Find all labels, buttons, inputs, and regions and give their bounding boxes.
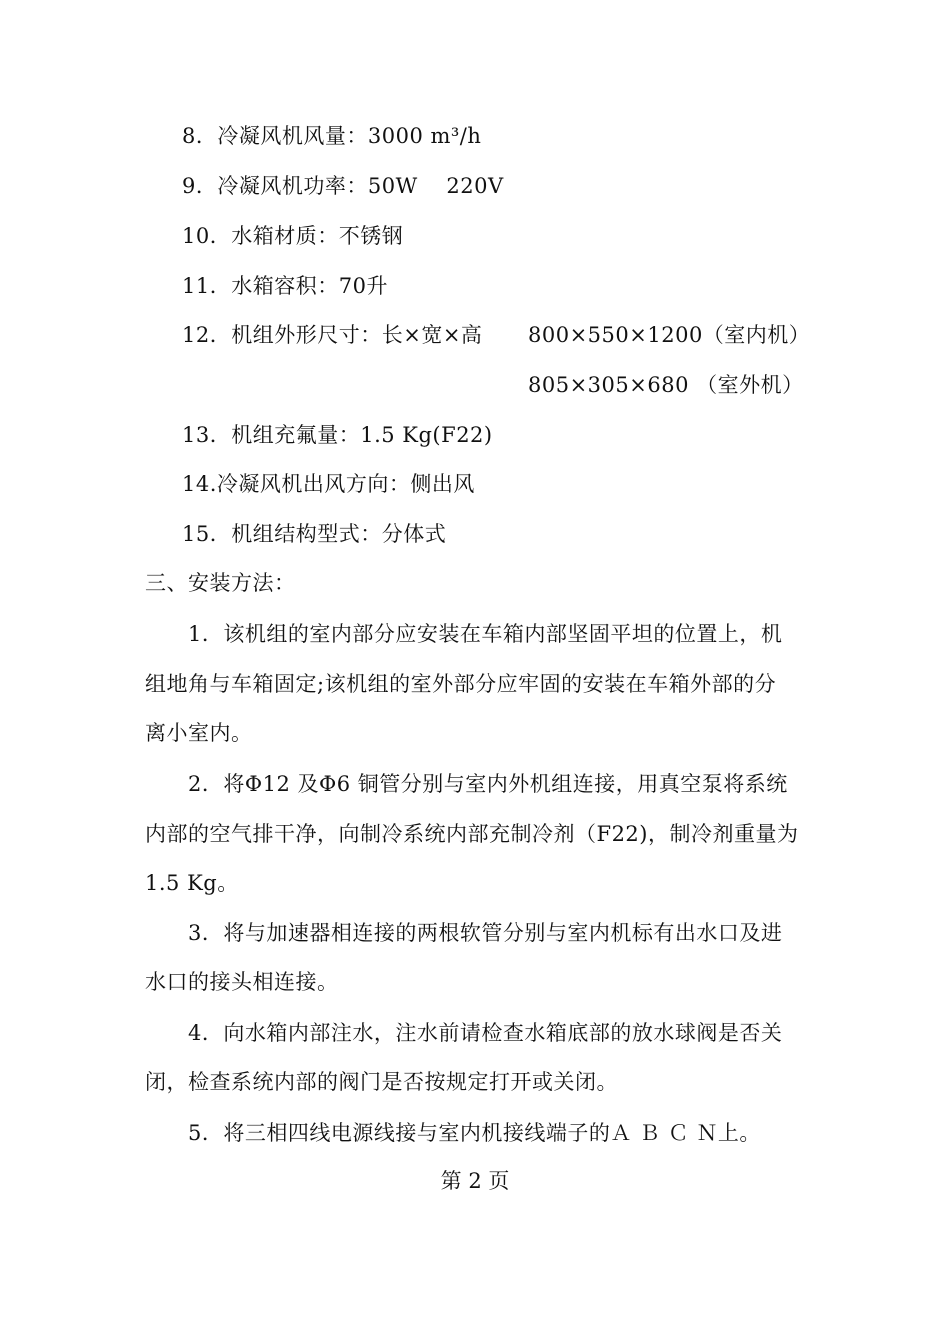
spec-item-8: 8．冷凝风机风量：3000 m³/h [182, 124, 482, 148]
spec-item-13: 13．机组充氟量：1.5 Kg(F22) [182, 423, 493, 447]
paragraph-5-line-1: 5．将三相四线电源线接与室内机接线端子的Ａ Ｂ Ｃ Ｎ上。 [188, 1121, 761, 1145]
paragraph-1-line-2: 组地角与车箱固定;该机组的室外部分应牢固的安装在车箱外部的分 [145, 672, 777, 696]
spec-item-11: 11．水箱容积：70升 [182, 274, 388, 298]
paragraph-3-line-1: 3．将与加速器相连接的两根软管分别与室内机标有出水口及进 [188, 921, 783, 945]
spec-item-14: 14.冷凝风机出风方向：侧出风 [182, 472, 475, 496]
spec-item-9: 9．冷凝风机功率：50W 220V [182, 174, 504, 198]
paragraph-2-line-3: 1.5 Kg。 [145, 871, 239, 895]
page-number: 第 2 页 [440, 1169, 510, 1193]
spec-item-12: 12．机组外形尺寸：长×宽×高 [182, 323, 483, 347]
spec-item-15: 15．机组结构型式：分体式 [182, 522, 447, 546]
paragraph-1-line-1: 1．该机组的室内部分应安装在车箱内部坚固平坦的位置上，机 [188, 622, 783, 646]
paragraph-2-line-2: 内部的空气排干净，向制冷系统内部充制冷剂（F22)，制冷剂重量为 [145, 822, 799, 846]
paragraph-4-line-2: 闭，检查系统内部的阀门是否按规定打开或关闭。 [145, 1070, 618, 1094]
section-heading: 三、安装方法： [145, 571, 296, 595]
spec-item-12-outdoor-size: 805×305×680 （室外机） [528, 373, 804, 397]
paragraph-2-line-1: 2．将Φ12 及Φ6 铜管分别与室内外机组连接，用真空泵将系统 [188, 772, 788, 796]
spec-item-12-indoor-size: 800×550×1200（室内机） [528, 323, 811, 347]
spec-item-10: 10．水箱材质：不锈钢 [182, 224, 404, 248]
paragraph-4-line-1: 4．向水箱内部注水，注水前请检查水箱底部的放水球阀是否关 [188, 1021, 783, 1045]
paragraph-3-line-2: 水口的接头相连接。 [145, 970, 339, 994]
paragraph-1-line-3: 离小室内。 [145, 721, 253, 745]
